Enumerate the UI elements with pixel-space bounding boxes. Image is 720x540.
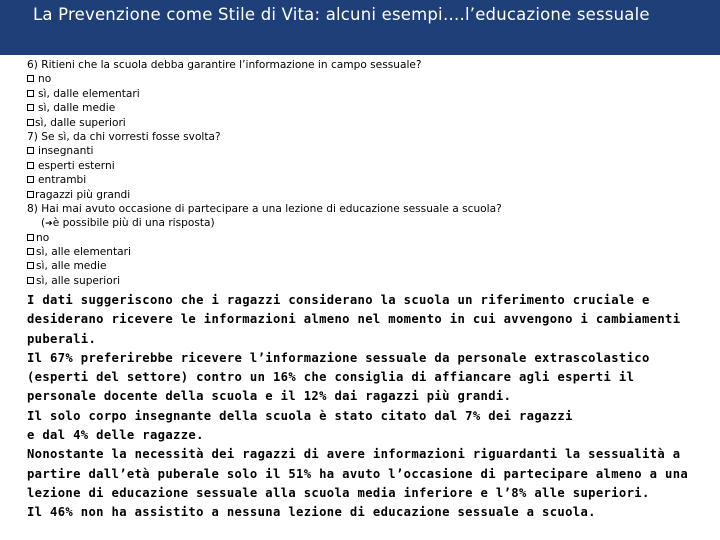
question-8: 8) Hai mai avuto occasione di partecipare a una lezione di educazione sessuale a scuola? (27, 202, 502, 215)
title-bar (0, 0, 720, 55)
checkbox-icon (27, 119, 34, 126)
option-label: insegnanti (38, 145, 94, 158)
option-label: esperti esterni (38, 159, 115, 172)
summary-paragraph: I dati suggeriscono che i ragazzi considerano la scuola un riferimento cruciale e desiderano ricevere le informazioni almeno nel momento in cui avvengono i cambiamenti puberali. (27, 293, 681, 346)
option-item (27, 87, 707, 101)
checkbox-icon (27, 90, 34, 97)
option-item (27, 245, 707, 259)
option-label: sì, alle elementari (36, 246, 131, 259)
option-label: sì, alle superiori (36, 274, 121, 287)
checkbox-icon (27, 262, 34, 269)
checkbox-icon (27, 191, 34, 198)
option-item (27, 159, 707, 173)
checkbox-icon (27, 234, 34, 241)
checkbox-icon (27, 162, 34, 169)
checkbox-icon (27, 248, 34, 255)
summary-paragraph: Nonostante la necessità dei ragazzi di avere informazioni riguardanti la sessualità a partire dall’età puberale solo il 51% ha avuto l’occasione di partecipare almeno a una lezione di educazione sessuale alla scuola media inferiore e l’8% alle superiori. (27, 447, 689, 500)
option-item (27, 259, 707, 273)
summary-paragraph: Il 46% non ha assistito a nessuna lezione di educazione sessuale a scuola. (27, 505, 596, 520)
summary-text (27, 291, 699, 523)
summary-paragraph: e dal 4% delle ragazze. (27, 428, 204, 443)
slide-title: La Prevenzione come Stile di Vita: alcuni esempi….l’educazione sessuale (33, 5, 650, 24)
option-label: ragazzi più grandi (35, 188, 131, 201)
option-label: sì, dalle medie (38, 102, 116, 115)
summary-paragraph: Il solo corpo insegnante della scuola è stato citato dal 7% dei ragazzi (27, 408, 573, 423)
option-item (27, 144, 707, 158)
checkbox-icon (27, 176, 34, 183)
option-label: entrambi (38, 174, 87, 187)
option-item (27, 231, 707, 245)
option-item (27, 173, 707, 187)
summary-paragraph: Il 67% preferirebbe ricevere l’informazione sessuale da personale extrascolastico (esperti del settore) contro un 16% che consiglia di affiancare agli esperti il personale docente della scuola e il 12% dai ragazzi più grandi. (27, 350, 650, 404)
option-item (27, 101, 707, 115)
question-7: 7) Se sì, da chi vorresti fosse svolta? (27, 130, 221, 143)
option-label: no (36, 231, 50, 244)
question-6: 6) Ritieni che la scuola debba garantire l’informazione in campo sessuale? (27, 59, 422, 71)
option-item (27, 72, 707, 86)
option-item (27, 188, 707, 202)
questionnaire (27, 58, 707, 288)
note-text: è possibile più di una risposta) (52, 217, 215, 230)
checkbox-icon (27, 104, 34, 111)
option-label: no (38, 73, 52, 86)
option-label: sì, dalle elementari (38, 87, 140, 100)
checkbox-icon (27, 147, 34, 154)
checkbox-icon (27, 75, 34, 82)
checkbox-icon (27, 277, 34, 284)
option-label: sì, dalle superiori (35, 116, 126, 129)
arrow-right-icon: ➔ (45, 219, 53, 230)
question-8-note: (➔è possibile più di una risposta) (41, 217, 215, 230)
option-item (27, 116, 707, 130)
option-label: sì, alle medie (36, 260, 107, 273)
option-item (27, 274, 707, 288)
